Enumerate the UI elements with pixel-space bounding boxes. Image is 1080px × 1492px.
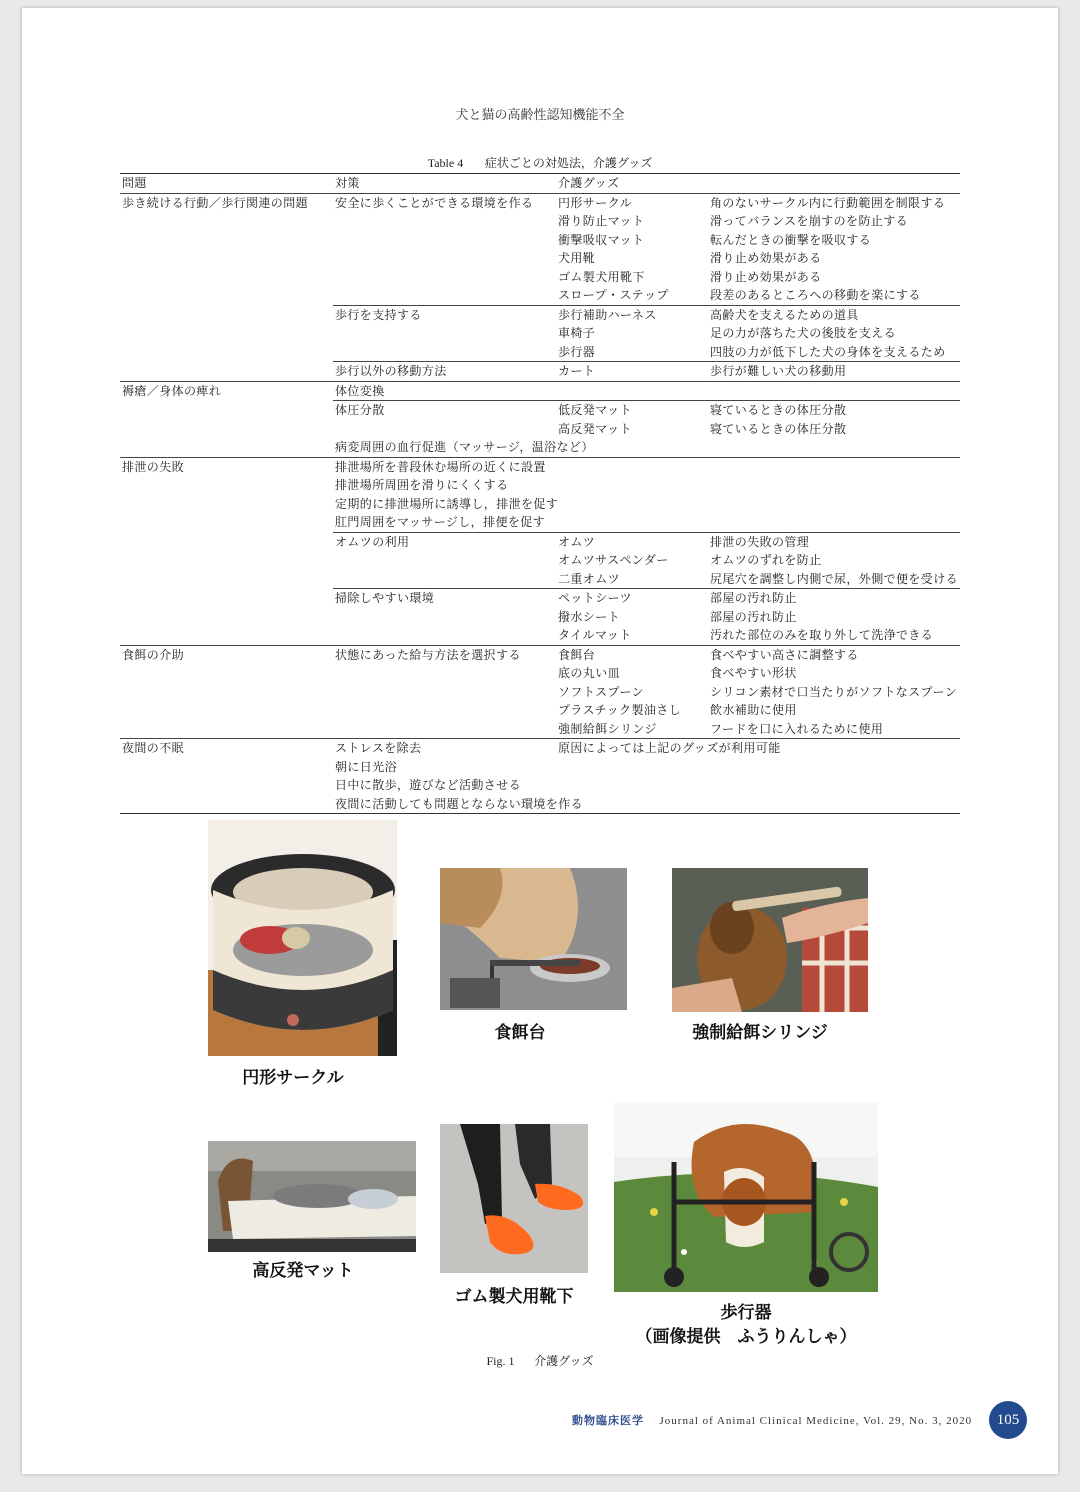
table-cell: 強制給餌シリンジ	[558, 721, 657, 736]
table-cell: 状態にあった給与方法を選択する	[333, 645, 556, 664]
table-cell	[120, 401, 333, 420]
table-row	[120, 438, 960, 457]
table-cell	[120, 476, 333, 495]
table-cell: 体位変換	[333, 381, 556, 401]
table-cell: 高反発マット	[558, 421, 632, 436]
table-cell	[120, 249, 333, 268]
table-cell: 食餌の介助	[120, 645, 333, 664]
circle-pen-icon	[208, 820, 397, 1056]
table-cell: 滑り防止マット	[558, 214, 645, 228]
table-row	[120, 739, 960, 758]
table-cell	[120, 795, 333, 814]
figure-label: Fig. 1	[486, 1354, 515, 1368]
table-cell	[120, 212, 333, 231]
table-cell	[333, 570, 556, 589]
table-row	[120, 701, 960, 720]
table-cell: 低反発マット	[556, 401, 708, 420]
table-cell	[120, 758, 333, 777]
table-cell: ストレスを除去	[333, 739, 556, 758]
table-cell: 定期的に排泄場所に誘導し，排泄を促す	[335, 496, 559, 511]
table-cell	[120, 438, 333, 457]
table-cell	[708, 495, 960, 514]
table-cell: オムツの利用	[333, 532, 556, 551]
figure-label-syringe: 強制給餌シリンジ	[692, 1023, 828, 1043]
table-row	[120, 343, 960, 362]
table-row	[120, 193, 960, 212]
walker-icon	[614, 1102, 878, 1292]
table-cell: オムツ	[556, 532, 708, 551]
table-cell	[556, 758, 708, 777]
table-cell: 歩行が難しい犬の移動用	[708, 362, 960, 382]
table-row	[120, 249, 960, 268]
table-cell: カート	[556, 362, 708, 382]
table-cell: 朝に日光浴	[335, 759, 398, 774]
table-cell: 食べやすい高さに調整する	[708, 645, 960, 664]
photo-socks	[440, 1124, 588, 1273]
table-cell: プラスチック製油さし	[558, 703, 682, 717]
page-number-badge: 105	[989, 1401, 1027, 1439]
table-cell: 排泄場所周囲を滑りにくくする	[335, 478, 509, 492]
table-row	[120, 231, 960, 250]
table-cell: 歩行器	[558, 344, 596, 359]
table-row	[120, 476, 960, 495]
table-cell: 滑ってバランスを崩すのを防止する	[710, 214, 909, 228]
table-cell	[120, 495, 333, 514]
table-cell	[333, 608, 556, 627]
figure-label-stand: 食餌台	[494, 1023, 546, 1043]
table-header-row	[120, 174, 960, 194]
table-cell: 排泄場所を普段休む場所の近くに設置	[333, 457, 556, 476]
table-cell	[333, 720, 556, 739]
table-row	[120, 664, 960, 683]
table-label: Table 4	[427, 156, 464, 170]
table-cell: 足の力が落ちた犬の後肢を支える	[710, 326, 897, 340]
table-row	[120, 212, 960, 231]
journal-citation: Journal of Animal Clinical Medicine, Vol. 29, No. 3, 2020	[659, 1415, 973, 1427]
running-header: 犬と猫の高齢性認知機能不全	[455, 108, 625, 123]
table-cell	[708, 513, 960, 532]
table-cell	[333, 268, 556, 287]
table-cell	[708, 758, 960, 777]
table-cell	[708, 776, 960, 795]
table-cell: 滑り止め効果がある	[710, 269, 822, 284]
table-cell: 褥瘡／身体の痺れ	[120, 381, 333, 401]
table-cell: 衝撃吸収マット	[558, 232, 645, 247]
table-cell: 高齢犬を支えるための道具	[708, 305, 960, 324]
table-row	[120, 513, 960, 532]
table-cell	[708, 795, 960, 814]
table-cell: 撥水シート	[558, 609, 621, 624]
table-cell: シリコン素材で口当たりがソフトなスプーン	[710, 684, 958, 699]
table-cell	[333, 551, 556, 570]
table-cell: 食べやすい形状	[710, 666, 797, 680]
table-cell	[120, 286, 333, 305]
table-row	[120, 495, 960, 514]
table-cell	[120, 608, 333, 627]
table-cell: 転んだときの衝撃を吸収する	[710, 232, 872, 247]
table-cell: 病変周囲の血行促進（マッサージ，温浴など）	[335, 440, 594, 454]
table-cell	[120, 362, 333, 382]
table-cell	[333, 683, 556, 702]
table-cell: 汚れた部位のみを取り外して洗浄できる	[710, 628, 934, 642]
table-cell	[120, 720, 333, 739]
table-cell	[120, 683, 333, 702]
table-row	[120, 305, 960, 324]
table-cell	[556, 457, 708, 476]
table-cell	[120, 268, 333, 287]
table-cell: 車椅子	[558, 326, 596, 340]
table-cell	[333, 664, 556, 683]
photo-walker	[614, 1102, 878, 1292]
table-cell: 飲水補助に使用	[710, 703, 797, 717]
table-row	[120, 286, 960, 305]
table-cell: オムツのずれを防止	[710, 553, 822, 567]
column-header: 問題	[120, 174, 333, 194]
table-cell: 滑り止め効果がある	[710, 251, 822, 265]
table-row	[120, 324, 960, 343]
table-cell	[120, 776, 333, 795]
table-cell	[333, 231, 556, 250]
table-cell: フードを口に入れるために使用	[710, 721, 884, 736]
table-cell	[120, 532, 333, 551]
journal-footer	[572, 1412, 972, 1428]
table-row	[120, 776, 960, 795]
table-cell	[120, 701, 333, 720]
table-row	[120, 795, 960, 814]
table-cell: 日中に散歩，遊びなど活動させる	[335, 778, 522, 792]
table-cell: 四肢の力が低下した犬の身体を支えるため	[710, 344, 946, 359]
table-cell	[120, 589, 333, 608]
figure-title: 介護グッズ	[534, 1354, 594, 1368]
table-cell: 夜間の不眠	[120, 739, 333, 758]
socks-icon	[440, 1124, 588, 1273]
table-row	[120, 758, 960, 777]
table-cell: ゴム製犬用靴下	[558, 269, 645, 284]
photo-mat	[208, 1141, 416, 1252]
figure-label-circle: 円形サークル	[242, 1068, 344, 1088]
table-row	[120, 570, 960, 589]
table-cell	[333, 701, 556, 720]
table-cell: 底の丸い皿	[558, 666, 621, 680]
table-cell	[120, 324, 333, 343]
syringe-icon	[672, 868, 868, 1012]
table-cell	[333, 249, 556, 268]
table-cell	[556, 776, 708, 795]
table-cell	[333, 286, 556, 305]
table-cell	[120, 231, 333, 250]
photo-feeding-stand	[440, 868, 627, 1010]
table-cell: ソフトスプーン	[558, 684, 645, 699]
table-row	[120, 551, 960, 570]
table-cell: ペットシーツ	[556, 589, 708, 608]
column-header	[708, 174, 960, 194]
table-cell: 体圧分散	[333, 401, 556, 420]
table-cell: 肛門周囲をマッサージし，排便を促す	[335, 515, 546, 529]
table-row	[120, 420, 960, 439]
table-row	[120, 645, 960, 664]
mat-icon	[208, 1141, 416, 1252]
table-cell: 二重オムツ	[558, 571, 621, 586]
table-row	[120, 268, 960, 287]
table-cell	[120, 570, 333, 589]
table-cell: 掃除しやすい環境	[333, 589, 556, 608]
table-cell: 安全に歩くことができる環境を作る	[335, 195, 534, 210]
column-header: 対策	[333, 174, 556, 194]
table-cell	[708, 381, 960, 401]
table-row	[120, 532, 960, 551]
table-cell: 歩行補助ハーネス	[556, 305, 708, 324]
table-cell	[708, 438, 960, 457]
table-cell: 歩き続ける行動／歩行関連の問題	[122, 195, 309, 210]
table-row	[120, 401, 960, 420]
table-cell: タイルマット	[558, 628, 632, 642]
table-row	[120, 626, 960, 645]
table-cell: 尻尾穴を調整し内側で尿，外側で便を受ける	[710, 571, 959, 586]
table-cell: 寝ているときの体圧分散	[708, 401, 960, 420]
table-cell	[556, 495, 708, 514]
table-cell	[333, 343, 556, 362]
table-cell	[120, 343, 333, 362]
feeding-stand-icon	[440, 868, 627, 1010]
table-row	[120, 589, 960, 608]
table-cell: 犬用靴	[558, 251, 596, 265]
photo-circle-pen	[208, 820, 397, 1056]
table-cell: 排泄の失敗	[120, 457, 333, 476]
table-cell	[556, 476, 708, 495]
table-cell	[708, 457, 960, 476]
table-cell	[556, 513, 708, 532]
table-cell: 角のないサークル内に行動範囲を制限する	[710, 195, 946, 210]
table-cell: 歩行以外の移動方法	[333, 362, 556, 382]
table-cell: 歩行を支持する	[333, 305, 556, 324]
table-cell: 原因によっては上記のグッズが利用可能	[556, 739, 708, 758]
table-cell: スロープ・ステップ	[558, 288, 669, 302]
column-header: 介護グッズ	[556, 174, 708, 194]
table-cell: 部屋の汚れ防止	[708, 589, 960, 608]
table-row	[120, 683, 960, 702]
table-cell	[708, 476, 960, 495]
table-row	[120, 720, 960, 739]
table-row	[120, 457, 960, 476]
table-cell: 食餌台	[556, 645, 708, 664]
table-cell	[120, 626, 333, 645]
table-cell: 夜間に活動しても問題とならない環境を作る	[333, 795, 556, 814]
table-cell	[333, 626, 556, 645]
table-cell	[120, 305, 333, 324]
table-cell	[333, 420, 556, 439]
table-cell	[120, 664, 333, 683]
photo-feeding-syringe	[672, 868, 868, 1012]
table-cell: オムツサスペンダー	[558, 553, 669, 567]
table-cell: 円形サークル	[558, 195, 633, 210]
table-title: 症状ごとの対処法，介護グッズ	[484, 156, 653, 170]
figure-label-walker: 歩行器	[720, 1303, 772, 1323]
care-table	[120, 173, 960, 814]
table-cell: 部屋の汚れ防止	[710, 609, 797, 624]
table-row	[120, 608, 960, 627]
table-cell	[120, 513, 333, 532]
table-caption	[0, 154, 1080, 171]
table-cell	[333, 212, 556, 231]
table-cell	[120, 551, 333, 570]
table-cell	[333, 324, 556, 343]
table-cell	[556, 381, 708, 401]
table-cell: 排泄の失敗の管理	[708, 532, 960, 551]
figure-label-socks: ゴム製犬用靴下	[454, 1287, 574, 1307]
table-row	[120, 381, 960, 401]
table-body	[120, 193, 960, 814]
figure-label-mat: 高反発マット	[252, 1261, 354, 1281]
table-cell: 寝ているときの体圧分散	[710, 421, 847, 436]
figure-caption	[0, 1352, 1080, 1369]
journal-name-jp: 動物臨床医学	[572, 1414, 644, 1427]
figure-credit-walker: （画像提供 ふうりんしゃ）	[635, 1327, 857, 1347]
table-row	[120, 362, 960, 382]
table-cell: 段差のあるところへの移動を楽にする	[710, 288, 921, 302]
table-cell	[120, 420, 333, 439]
